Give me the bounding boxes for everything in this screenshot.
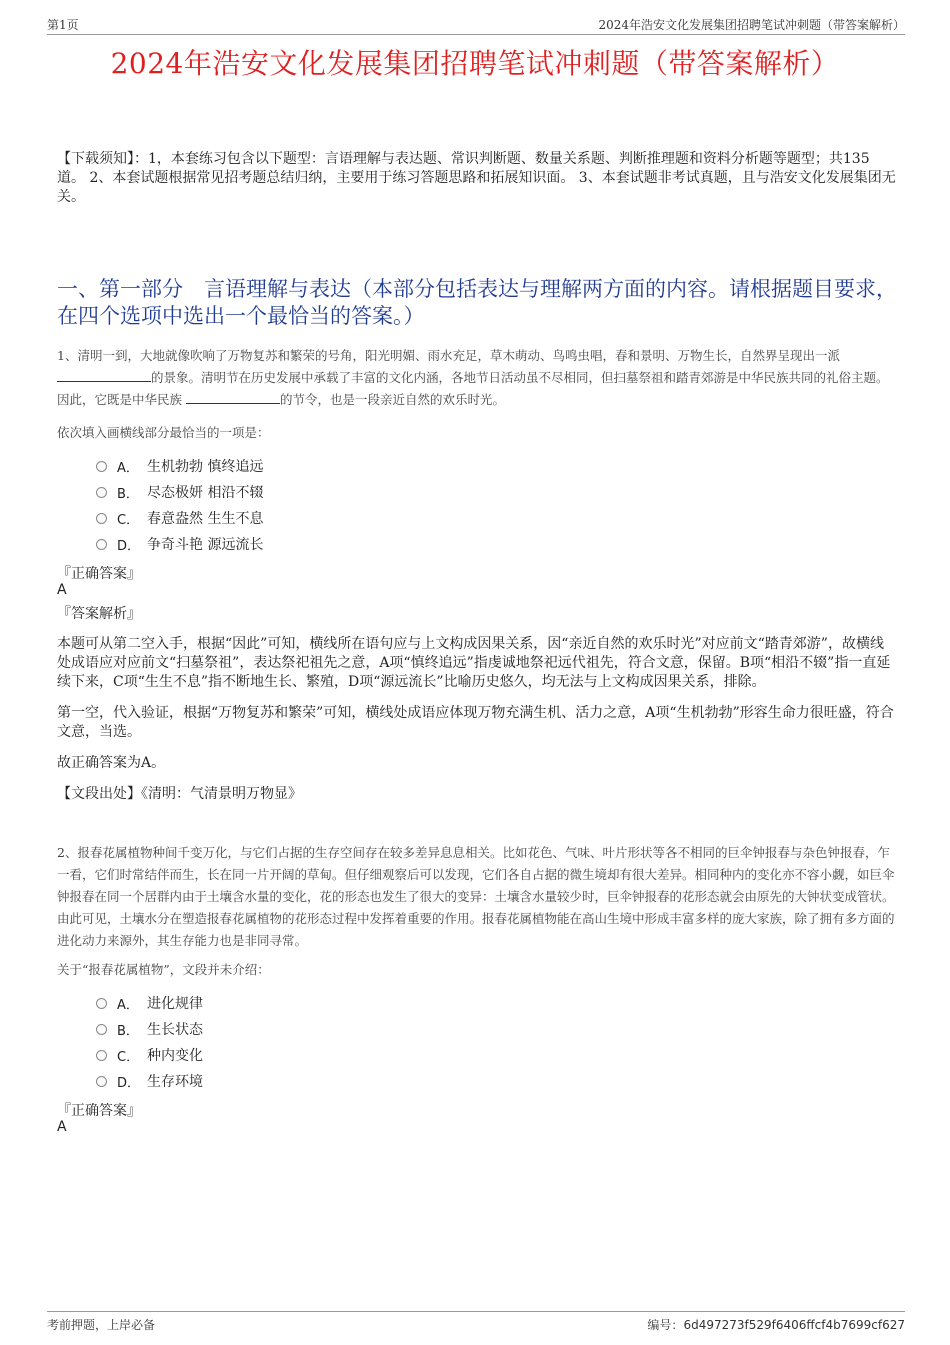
option-a[interactable] [96,453,263,479]
option-letter: C． [117,512,140,528]
option-c[interactable] [96,505,263,531]
option-d[interactable] [96,531,263,557]
option-text: 进化规律 [147,996,203,1012]
section-heading: 一、第一部分 言语理解与表达（本部分包括表达与理解两方面的内容。请根据题目要求，在四个选项中选出一个最恰当的答案。） [57,277,897,328]
analysis-paragraph: 第一空，代入验证，根据“万物复苏和繁荣”可知，横线处成语应体现万物充满生机、活力之意，A项“生机勃勃”形容生命力很旺盛，符合文意，当选。 [57,705,894,740]
fill-blank-2 [186,389,280,404]
question-1-text [57,345,897,411]
option-b[interactable] [96,479,263,505]
question-2-text: 2、报春花属植物种间千变万化，与它们占据的生存空间存在较多差异息息相关。比如花色、气味、叶片形状等各不相同的巨伞钟报春与杂色钟报春，乍一看，它们时常结伴而生，长在同一片开阔的草甸。但仔细观察后可以发现，它们各自占据的微生境却有很大差异。相同种内的变化亦不容小觑，如巨伞钟报春在同一个居群内由于土壤含水量的变化，花的形态也发生了很大的变异：土壤含水量较少时，巨伞钟报春的花形态就会由原先的大钟状变成管状。由此可见，土壤水分在塑造报春花属植物的花形态过程中发挥着重要的作用。报春花属植物能在高山生境中形成丰富多样的庞大家族，除了拥有多方面的进化动力来源外，其生存能力也是非同寻常。 [57,845,895,948]
option-letter: C． [117,1049,140,1065]
fill-blank-1 [57,367,151,382]
footer-code [647,1316,905,1333]
option-text: 生存环境 [147,1074,203,1090]
radio-icon[interactable] [96,487,107,498]
option-text: 生长状态 [147,1022,203,1038]
radio-icon[interactable] [96,461,107,472]
option-text: 尽态极妍 相沿不辍 [147,485,264,501]
header-doc-title: 2024年浩安文化发展集团招聘笔试冲刺题（带答案解析） [598,18,905,32]
option-letter: B． [117,486,139,502]
option-letter: D． [117,538,141,554]
question-2-answer-label: 『正确答案』 [57,1103,141,1119]
question-1-answer: A [57,582,67,598]
option-a[interactable] [96,990,203,1016]
question-1-prompt: 依次填入画横线部分最恰当的一项是： [57,425,270,440]
question-2-options [96,990,203,1094]
option-text: 争奇斗艳 源远流长 [147,537,264,553]
analysis-paragraph: 本题可从第二空入手，根据“因此”可知，横线所在语句应与上文构成因果关系，因“亲近自然的欢乐时光”对应前文“踏青郊游”，故横线处成语应对应前文“扫墓祭祖”，表达祭祀祖先之意，A项“慎终追远”指虔诚地祭祀远代祖先，符合文意，保留。B项“相沿不辍”指一直延续下来，C项“生生不息”指不断地生长、繁殖，D项“源远流长”比喻历史悠久，均无法与上文构成因果关系，排除。 [57,636,891,690]
question-1-analysis-label: 『答案解析』 [57,606,141,622]
option-text: 种内变化 [147,1048,203,1064]
footer-code-value: 6d497273f529f6406ffcf4b7699cf627 [683,1318,905,1332]
radio-icon[interactable] [96,539,107,550]
radio-icon[interactable] [96,1076,107,1087]
question-1-options [96,453,263,557]
page-footer [47,1311,905,1332]
footer-slogan: 考前押题，上岸必备 [47,1318,156,1332]
question-1-text-part-a: 1、清明一到，大地就像吹响了万物复苏和繁荣的号角，阳光明媚、雨水充足，草木萌动、鸟鸣虫唱，春和景明、万物生长，自然界呈现出一派 [57,348,840,363]
option-text: 生机勃勃 慎终追远 [147,459,264,475]
source-citation: 【文段出处】《清明：气清景明万物显》 [57,786,302,802]
question-2-prompt: 关于“报春花属植物”，文段并未介绍： [57,962,270,977]
page-number: 第1页 [47,18,79,32]
radio-icon[interactable] [96,513,107,524]
footer-code-label: 编号： [647,1318,684,1332]
page-header [47,12,905,35]
question-1-analysis [57,635,897,816]
download-notice: 【下载须知】：1，本套练习包含以下题型：言语理解与表达题、常识判断题、数量关系题、判断推理题和资料分析题等题型；共135道。 2、本套试题根据常见招考题总结归纳，主要用于练习答题思路和拓展知识面。 3、本套试题非考试真题，且与浩安文化发展集团无关。 [57,151,896,205]
question-1-text-part-c: 的节令，也是一段亲近自然的欢乐时光。 [280,392,506,407]
radio-icon[interactable] [96,1050,107,1061]
option-letter: B． [117,1023,139,1039]
option-letter: A． [117,997,139,1013]
radio-icon[interactable] [96,1024,107,1035]
option-text: 春意盎然 生生不息 [147,511,264,527]
option-b[interactable] [96,1016,203,1042]
question-1-answer-label: 『正确答案』 [57,566,141,582]
analysis-paragraph: 故正确答案为A。 [57,755,166,771]
option-letter: D． [117,1075,141,1091]
option-d[interactable] [96,1068,203,1094]
option-c[interactable] [96,1042,203,1068]
question-1-text-part-b: 的景象。清明节在历史发展中承载了丰富的文化内涵，各地节日活动虽不尽相同，但扫墓祭祖和踏青郊游是中华民族共同的礼俗主题。因此，它既是中华民族 [57,370,889,407]
option-letter: A． [117,460,139,476]
document-title: 2024年浩安文化发展集团招聘笔试冲刺题（带答案解析） [110,47,840,80]
radio-icon[interactable] [96,998,107,1009]
question-2-answer: A [57,1119,67,1135]
